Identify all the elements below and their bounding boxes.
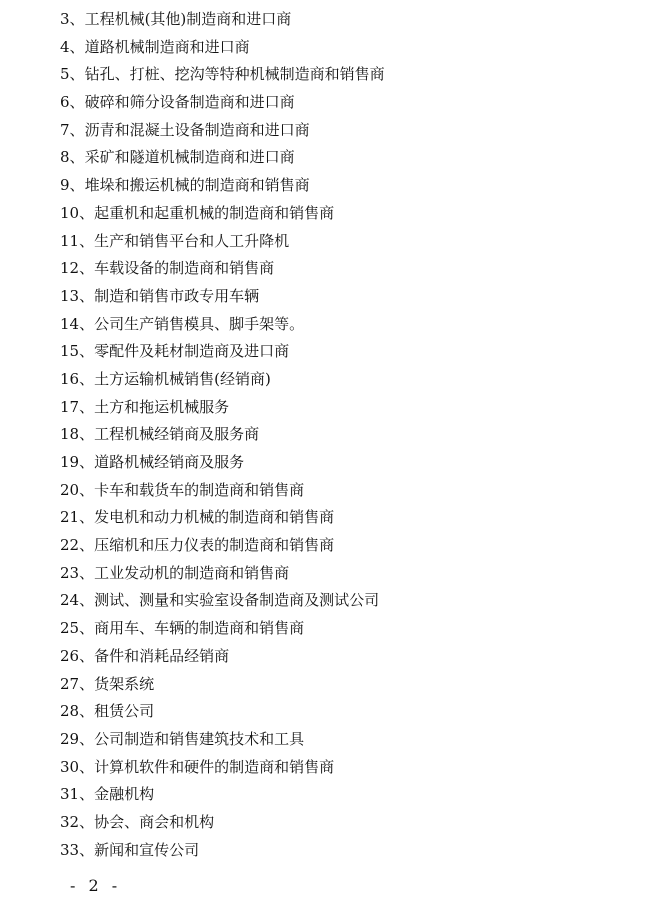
list-item: [60, 172, 385, 200]
list-item: [60, 34, 385, 62]
list-item-separator: 、: [69, 65, 85, 84]
list-item-text: 破碎和筛分设备制造商和进口商: [84, 93, 295, 112]
list-item-text: 起重机和起重机械的制造商和销售商: [94, 203, 335, 222]
list-item-text: 道路机械经销商及服务: [94, 453, 245, 471]
list-item-separator: 、: [79, 397, 95, 416]
list-item-number: 3: [60, 10, 70, 28]
list-item: [60, 837, 385, 865]
list-item-number: 18: [60, 425, 80, 444]
list-item-separator: 、: [79, 508, 95, 527]
list-item-separator: 、: [69, 148, 85, 167]
list-item-separator: 、: [79, 342, 95, 361]
list-item-text: 零配件及耗材制造商及进口商: [94, 342, 290, 361]
list-item-separator: 、: [79, 536, 95, 555]
list-item: [60, 809, 385, 837]
list-item-number: 30: [60, 757, 80, 776]
list-item: [60, 144, 385, 172]
list-item-separator: 、: [79, 591, 95, 610]
list-item-number: 15: [60, 342, 80, 361]
list-item-separator: 、: [79, 231, 95, 250]
list-item-number: 32: [60, 812, 80, 831]
list-item-text: 土方和拖运机械服务: [94, 397, 230, 416]
list-item: [60, 228, 385, 256]
list-item-text: 商用车、车辆的制造商和销售商: [94, 619, 305, 638]
list-item-number: 17: [60, 397, 80, 416]
list-item-text: 道路机械制造商和进口商: [84, 37, 250, 56]
list-item-number: 26: [60, 646, 80, 665]
list-item-number: 10: [60, 203, 80, 222]
list-item-separator: 、: [79, 757, 95, 776]
list-item-separator: 、: [69, 93, 85, 112]
list-item: [60, 698, 385, 726]
list-item-text: 生产和销售平台和人工升降机: [94, 231, 290, 250]
list-item-number: 6: [60, 93, 70, 112]
list-item-number: 14: [60, 314, 80, 333]
list-item-number: 33: [60, 840, 80, 859]
list-item-number: 9: [60, 176, 70, 195]
list-item-number: 4: [60, 37, 70, 56]
list-item-text: 备件和消耗品经销商: [94, 646, 230, 665]
list-item: [60, 338, 385, 366]
list-item: [60, 283, 385, 311]
list-item-separator: 、: [79, 425, 95, 444]
list-item-number: 31: [60, 785, 80, 804]
list-item-separator: 、: [79, 729, 95, 748]
list-item-separator: 、: [79, 453, 95, 471]
list-item-text: 堆垛和搬运机械的制造商和销售商: [84, 176, 310, 195]
list-item-text: 土方运输机械销售(经销商): [94, 369, 271, 388]
list-item-text: 沥青和混凝土设备制造商和进口商: [84, 120, 310, 139]
list-item-separator: 、: [69, 10, 85, 28]
list-item-text: 压缩机和压力仪表的制造商和销售商: [94, 536, 335, 555]
list-item-text: 工业发动机的制造商和销售商: [94, 563, 290, 582]
list-item-text: 制造和销售市政专用车辆: [94, 286, 260, 305]
list-item: [60, 117, 385, 145]
list-item: [60, 449, 385, 477]
category-list: [60, 6, 385, 864]
list-item-number: 21: [60, 508, 80, 527]
page-number: - 2 -: [70, 876, 122, 895]
list-item-number: 7: [60, 120, 70, 139]
list-item-separator: 、: [79, 369, 95, 388]
list-item: [60, 781, 385, 809]
list-item-separator: 、: [69, 120, 85, 139]
list-item: [60, 421, 385, 449]
list-item-text: 租赁公司: [94, 702, 155, 721]
list-item-text: 计算机软件和硬件的制造商和销售商: [94, 757, 335, 776]
list-item-number: 12: [60, 259, 80, 278]
list-item-text: 卡车和载货车的制造商和销售商: [94, 480, 305, 499]
list-item-text: 测试、测量和实验室设备制造商及测试公司: [94, 591, 380, 610]
list-item-number: 24: [60, 591, 80, 610]
list-item: [60, 61, 385, 89]
list-item-text: 工程机械(其他)制造商和进口商: [84, 10, 292, 28]
list-item-separator: 、: [79, 702, 95, 721]
list-item-number: 25: [60, 619, 80, 638]
list-item-number: 28: [60, 702, 80, 721]
list-item-number: 8: [60, 148, 70, 167]
list-item-separator: 、: [79, 203, 95, 222]
list-item: [60, 311, 385, 339]
list-item-separator: 、: [79, 840, 95, 859]
list-item-number: 19: [60, 453, 80, 471]
list-item-text: 公司生产销售模具、脚手架等。: [94, 314, 305, 333]
list-item-separator: 、: [79, 674, 95, 693]
list-item-number: 5: [60, 65, 70, 84]
list-item: [60, 532, 385, 560]
list-item-separator: 、: [79, 812, 95, 831]
list-item: [60, 477, 385, 505]
list-item-separator: 、: [79, 563, 95, 582]
list-item-separator: 、: [79, 785, 95, 804]
list-item-separator: 、: [79, 286, 95, 305]
list-item-number: 13: [60, 286, 80, 305]
list-item: [60, 615, 385, 643]
list-item: [60, 643, 385, 671]
list-item: [60, 255, 385, 283]
list-item: [60, 726, 385, 754]
list-item-number: 16: [60, 369, 80, 388]
list-item-number: 22: [60, 536, 80, 555]
list-item-text: 货架系统: [94, 674, 155, 693]
list-item: [60, 6, 385, 34]
list-item: [60, 671, 385, 699]
list-item-separator: 、: [79, 619, 95, 638]
list-item-text: 钻孔、打桩、挖沟等特种机械制造商和销售商: [84, 65, 385, 84]
list-item: [60, 504, 385, 532]
list-item-text: 新闻和宣传公司: [94, 840, 200, 859]
list-item-text: 车载设备的制造商和销售商: [94, 259, 275, 278]
list-item: [60, 89, 385, 117]
list-item-number: 29: [60, 729, 80, 748]
list-item-number: 11: [60, 231, 80, 250]
list-item: [60, 754, 385, 782]
list-item-separator: 、: [79, 259, 95, 278]
list-item: [60, 200, 385, 228]
list-item-separator: 、: [69, 176, 85, 195]
list-item-text: 公司制造和销售建筑技术和工具: [94, 729, 305, 748]
list-item-text: 工程机械经销商及服务商: [94, 425, 260, 444]
list-item-separator: 、: [79, 646, 95, 665]
list-item-number: 27: [60, 674, 80, 693]
list-item-text: 金融机构: [94, 785, 155, 804]
list-item: [60, 560, 385, 588]
list-item-text: 发电机和动力机械的制造商和销售商: [94, 508, 335, 527]
list-item: [60, 394, 385, 422]
list-item-number: 20: [60, 480, 80, 499]
list-item-text: 采矿和隧道机械制造商和进口商: [84, 148, 295, 167]
list-item-separator: 、: [79, 314, 95, 333]
list-item: [60, 366, 385, 394]
list-item-separator: 、: [79, 480, 95, 499]
list-item-number: 23: [60, 563, 80, 582]
list-item: [60, 587, 385, 615]
list-item-text: 协会、商会和机构: [94, 812, 215, 831]
list-item-separator: 、: [69, 37, 85, 56]
